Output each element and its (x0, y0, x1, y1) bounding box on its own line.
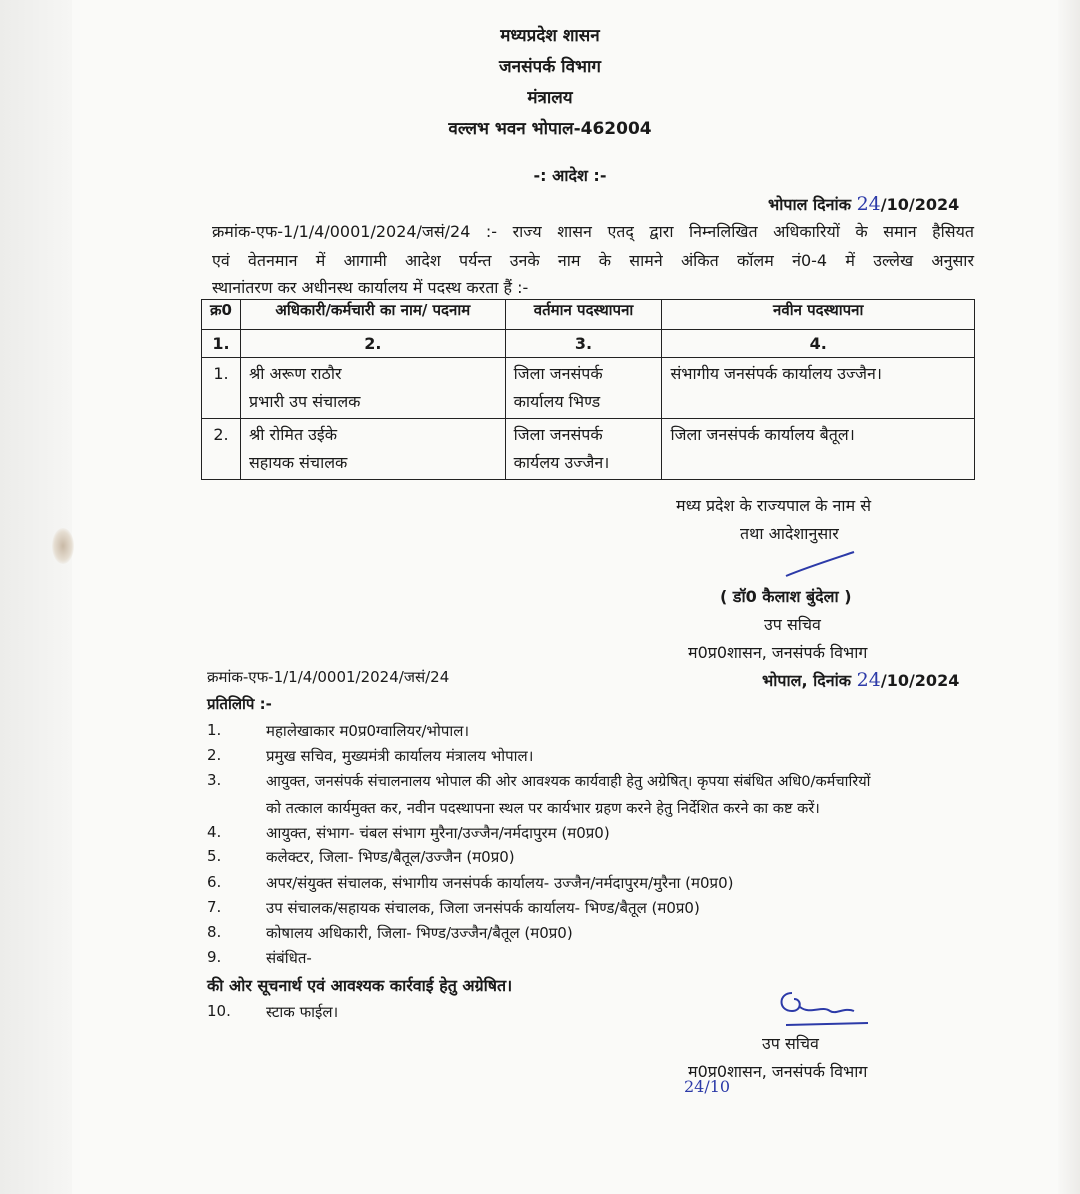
header-government: मध्यप्रदेश शासन (500, 26, 600, 46)
governor-line-2: तथा आदेशानुसार (740, 524, 839, 543)
dateline-handwritten-day: 24 (856, 193, 881, 215)
copy-item-number: 2. (207, 746, 222, 764)
col-number: 1. (202, 330, 241, 358)
order-body-line-1: क्रमांक-एफ-1/1/4/0001/2024/जसं/24 :- राज्य शासन एतद् द्वारा निम्नलिखित अधिकारियों के समान हैसियत (212, 222, 974, 241)
forward-note: की ओर सूचनार्थ एवं आवश्यक कार्रवाई हेतु अग्रेषित। (207, 976, 513, 995)
copy-item-text-continued: को तत्काल कार्यमुक्त कर, नवीन पदस्थापना स्थल पर कार्यभार ग्रहण करने हेतु निर्देशित करने का कष्ट करें। (266, 800, 820, 817)
header-department: जनसंपर्क विभाग (499, 57, 601, 77)
header-current-posting: वर्तमान पदस्थापना (505, 300, 662, 330)
row-current-posting-line2: कार्यलय उज्जैन। (513, 453, 610, 472)
copy-item-text: संबंधित- (266, 949, 312, 967)
row-sno: 1. (213, 364, 229, 383)
paper-stain (52, 528, 74, 564)
signature-initials (770, 985, 880, 1035)
signatory-name: ( डॉ0 कैलाश बुंदेला ) (720, 587, 852, 606)
order-title: -: आदेश :- (533, 166, 607, 185)
table-column-number-row (202, 330, 975, 358)
table-row (202, 419, 975, 480)
copy-date-handwritten-day: 24 (856, 669, 881, 691)
order-body-line-3: स्थानांतरण कर अधीनस्थ कार्यालय में पदस्थ करता हैं :- (212, 278, 529, 297)
col-number: 3. (505, 330, 662, 358)
table-row (202, 358, 975, 419)
copy-item-number: 5. (207, 847, 222, 865)
row-officer-designation: सहायक संचालक (248, 453, 348, 472)
row-officer-name: श्री रोमित उईके (248, 425, 338, 444)
row-sno: 2. (213, 425, 229, 444)
copy-item-text: उप संचालक/सहायक संचालक, जिला जनसंपर्क कार्यालय- भिण्ड/बैतूल (म0प्र0) (266, 899, 700, 917)
col-number: 2. (240, 330, 505, 358)
row-new-posting: संभागीय जनसंपर्क कार्यालय उज्जैन। (670, 364, 882, 383)
copy-heading: प्रतिलिपि :- (207, 695, 272, 713)
copy-reference: क्रमांक-एफ-1/1/4/0001/2024/जसं/24 (207, 668, 450, 686)
copy-item-number: 6. (207, 873, 222, 891)
copy-item-text: आयुक्त, संभाग- चंबल संभाग मुरैना/उज्जैन/नर्मदापुरम (म0प्र0) (266, 824, 610, 842)
order-body-line-2: एवं वेतनमान में आगामी आदेश पर्यन्त उनके नाम के सामने अंकित कॉलम नं0-4 में उल्लेख अनुसार (212, 251, 974, 270)
page-right-edge (1058, 0, 1080, 1194)
row-current-posting-line1: जिला जनसंपर्क (513, 364, 603, 383)
copy-dateline (762, 669, 959, 691)
copy-item-number: 9. (207, 948, 222, 966)
copy-date-label: भोपाल, दिनांक (762, 671, 852, 690)
signatory-title: उप सचिव (764, 615, 821, 634)
copy-item-number: 10. (207, 1002, 231, 1020)
row-officer-designation: प्रभारी उप संचालक (248, 392, 361, 411)
copy-item-text: स्टाक फाईल। (266, 1003, 339, 1021)
copy-item-number: 8. (207, 923, 222, 941)
copy-item-text: प्रमुख सचिव, मुख्यमंत्री कार्यालय मंत्रालय भोपाल। (266, 747, 534, 765)
signature-stroke-1 (780, 548, 860, 584)
col-number: 4. (662, 330, 975, 358)
signatory-department: म0प्र0शासन, जनसंपर्क विभाग (688, 643, 868, 662)
page-left-edge (0, 0, 72, 1194)
handwritten-date: 24/10 (684, 1077, 731, 1096)
header-address: वल्लभ भवन भोपाल-462004 (448, 119, 652, 139)
row-current-posting-line2: कार्यालय भिण्ड (513, 392, 601, 411)
row-officer-name: श्री अरूण राठौर (248, 364, 342, 383)
copy-item-number: 1. (207, 721, 222, 739)
copy-date-rest: /10/2024 (880, 671, 960, 690)
copy-item-number: 3. (207, 771, 222, 789)
copy-item-text: महालेखाकार म0प्र0ग्वालियर/भोपाल। (266, 722, 470, 740)
copy-item-number: 4. (207, 823, 222, 841)
order-dateline (768, 193, 959, 215)
header-new-posting: नवीन पदस्थापना (662, 300, 975, 330)
header-sno: क्र0 (202, 300, 241, 330)
header-name: अधिकारी/कर्मचारी का नाम/ पदनाम (240, 300, 505, 330)
row-current-posting-line1: जिला जनसंपर्क (513, 425, 603, 444)
copy-item-text: कोषालय अधिकारी, जिला- भिण्ड/उज्जैन/बैतूल (म0प्र0) (266, 924, 573, 942)
header-ministry: मंत्रालय (527, 88, 573, 108)
copy-item-text: कलेक्टर, जिला- भिण्ड/बैतूल/उज्जैन (म0प्र0) (266, 848, 515, 866)
table-header-row (202, 300, 975, 330)
copy-sign-title: उप सचिव (762, 1034, 819, 1053)
copy-sign-department: म0प्र0शासन, जनसंपर्क विभाग (688, 1062, 868, 1081)
copy-item-text: आयुक्त, जनसंपर्क संचालनालय भोपाल की ओर आवश्यक कार्यवाही हेतु अग्रेषित्। कृपया संबंधित अधि0/कर्मचारियों (266, 773, 871, 790)
dateline-label: भोपाल दिनांक (768, 195, 851, 214)
dateline-rest: /10/2024 (880, 195, 960, 214)
governor-line-1: मध्य प्रदेश के राज्यपाल के नाम से (676, 496, 872, 515)
copy-item-number: 7. (207, 898, 222, 916)
copy-item-text: अपर/संयुक्त संचालक, संभागीय जनसंपर्क कार्यालय- उज्जैन/नर्मदापुरम/मुरैना (म0प्र0) (266, 874, 734, 892)
transfer-table (201, 299, 975, 480)
row-new-posting: जिला जनसंपर्क कार्यालय बैतूल। (670, 425, 855, 444)
